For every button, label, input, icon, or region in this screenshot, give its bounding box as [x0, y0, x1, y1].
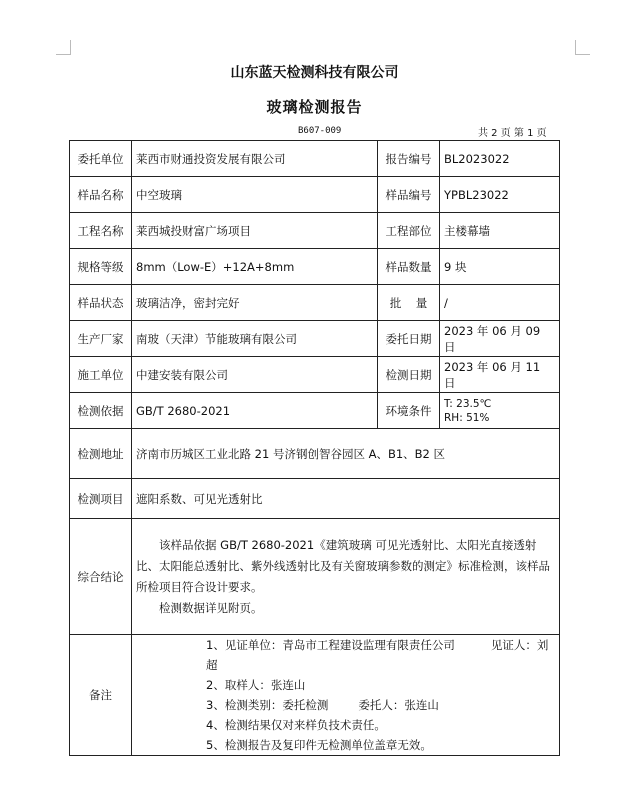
note-line-3: [136, 695, 555, 715]
table-row: [70, 479, 560, 519]
sample-name-value: 中空玻璃: [132, 177, 378, 213]
basis-label: 检测依据: [70, 393, 132, 429]
part-label: 工程部位: [378, 213, 440, 249]
notes-label: 备注: [70, 635, 132, 756]
state-value: 玻璃洁净，密封完好: [132, 285, 378, 321]
note-line-2: 2、取样人：张连山: [206, 678, 306, 692]
conclusion-label: 综合结论: [70, 519, 132, 635]
table-row: [70, 285, 560, 321]
address-value: 济南市历城区工业北路 21 号济钢创智谷园区 A、B1、B2 区: [132, 429, 560, 479]
conclusion-value: [132, 519, 560, 635]
report-table: [69, 140, 560, 756]
basis-value: GB/T 2680-2021: [132, 393, 378, 429]
project-label: 工程名称: [70, 213, 132, 249]
commission-date-value: 2023 年 06 月 09 日: [440, 321, 560, 357]
project-value: 莱西城投财富广场项目: [132, 213, 378, 249]
sample-no-value: YPBL23022: [440, 177, 560, 213]
crop-mark-top-left: [56, 40, 71, 55]
table-row: [70, 177, 560, 213]
environment-label: 环境条件: [378, 393, 440, 429]
form-code: B607-009: [298, 126, 342, 136]
client-label: 委托单位: [70, 141, 132, 177]
note-line-1: [136, 635, 555, 675]
report-title: 玻璃检测报告: [266, 98, 363, 116]
table-row: [70, 249, 560, 285]
table-row: [70, 519, 560, 635]
witness: 见证人：刘超: [206, 638, 549, 672]
batch-label: 批 量: [378, 285, 440, 321]
note-line-5: 5、检测报告及复印件无检测单位盖章无效。: [206, 738, 432, 752]
test-date-value: 2023 年 06 月 11 日: [440, 357, 560, 393]
batch-value: /: [440, 285, 560, 321]
spec-label: 规格等级: [70, 249, 132, 285]
crop-mark-top-right: [575, 40, 590, 55]
report-no-label: 报告编号: [378, 141, 440, 177]
table-row: [70, 141, 560, 177]
commission-date-label: 委托日期: [378, 321, 440, 357]
conclusion-detail: 检测数据详见附页。: [159, 600, 263, 615]
sample-no-label: 样品编号: [378, 177, 440, 213]
test-date-label: 检测日期: [378, 357, 440, 393]
items-value: 遮阳系数、可见光透射比: [132, 479, 560, 519]
manufacturer-value: 南玻（天津）节能玻璃有限公司: [132, 321, 378, 357]
table-row: [70, 635, 560, 756]
company-name: 山东蓝天检测科技有限公司: [230, 65, 399, 81]
spec-value: 8mm（Low-E）+12A+8mm: [132, 249, 378, 285]
page-info: 共 2 页 第 1 页: [478, 128, 547, 139]
conclusion-text: 该样品依据 GB/T 2680-2021《建筑玻璃 可见光透射比、太阳光直接透射比、太阳能总透射比、紫外线透射比及有关窗玻璃参数的测定》标准检测，该样品所检项目符合设计要求。: [136, 537, 550, 594]
witness-unit: 1、见证单位：青岛市工程建设监理有限责任公司: [206, 638, 455, 652]
construction-value: 中建安装有限公司: [132, 357, 378, 393]
humidity-value: RH: 51%: [444, 411, 490, 424]
table-row: [70, 321, 560, 357]
report-no-value: BL2023022: [440, 141, 560, 177]
table-row: [70, 357, 560, 393]
quantity-label: 样品数量: [378, 249, 440, 285]
construction-label: 施工单位: [70, 357, 132, 393]
table-row: [70, 213, 560, 249]
temperature-value: T: 23.5℃: [444, 397, 492, 410]
address-label: 检测地址: [70, 429, 132, 479]
note-line-4: 4、检测结果仅对来样负技术责任。: [206, 718, 386, 732]
client-value: 莱西市财通投资发展有限公司: [132, 141, 378, 177]
notes-value: [132, 635, 560, 756]
items-label: 检测项目: [70, 479, 132, 519]
part-value: 主楼幕墙: [440, 213, 560, 249]
state-label: 样品状态: [70, 285, 132, 321]
sample-name-label: 样品名称: [70, 177, 132, 213]
environment-value: [440, 393, 560, 429]
test-category: 3、检测类别：委托检测: [206, 698, 329, 712]
commissioner: 委托人：张连山: [358, 698, 439, 712]
manufacturer-label: 生产厂家: [70, 321, 132, 357]
table-row: [70, 429, 560, 479]
quantity-value: 9 块: [440, 249, 560, 285]
table-row: [70, 393, 560, 429]
